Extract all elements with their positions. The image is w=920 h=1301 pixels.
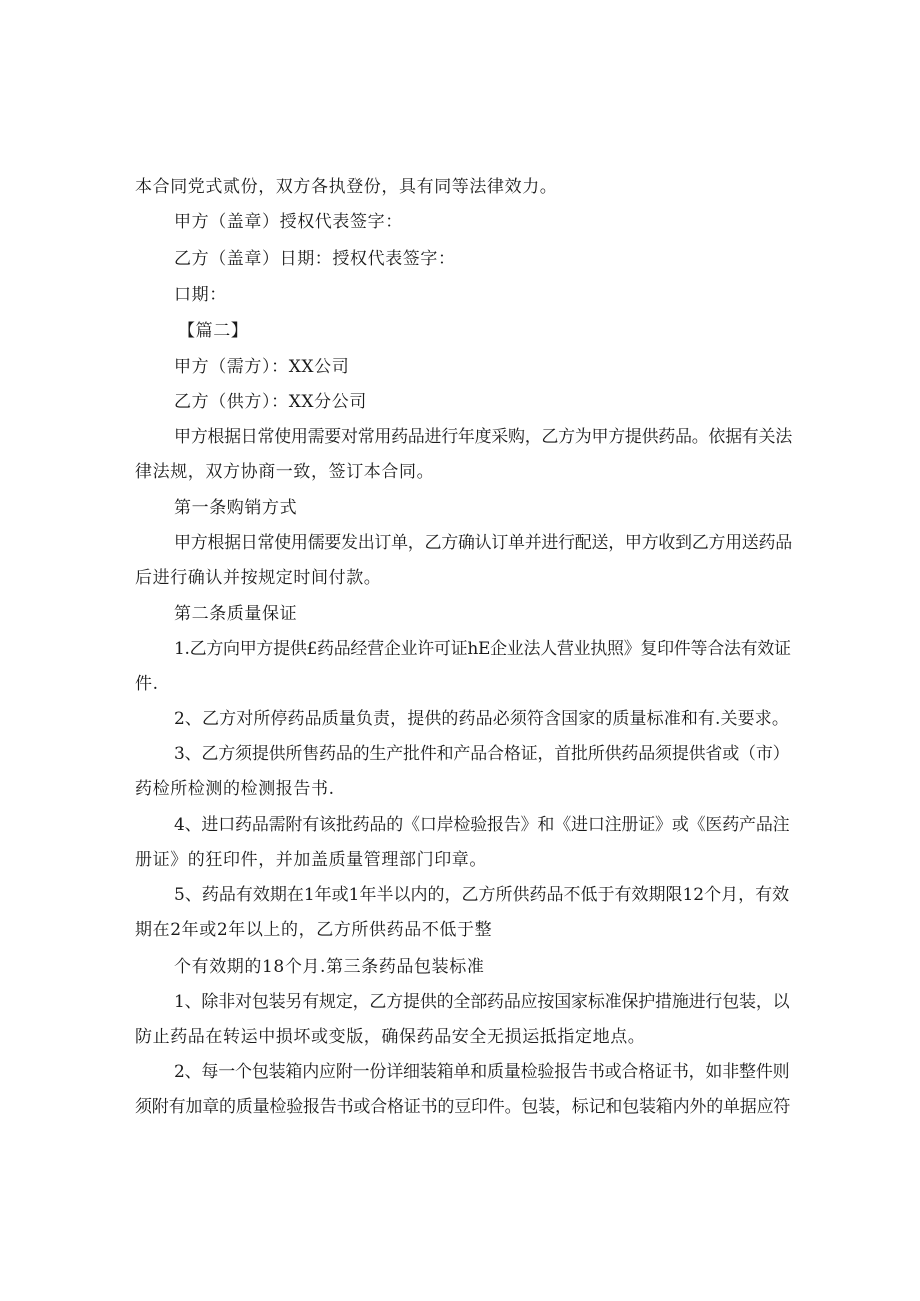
- text-line: 5、药品有效期在1年或1年半以内的，乙方所供药品不低于有效期限12个月，有效: [174, 885, 790, 905]
- text-line: 后进行确认并按规定时间付款。: [135, 568, 382, 588]
- article-heading: 第二条质量保证: [174, 604, 298, 624]
- text-line: 防止药品在转运中损坏或变版，确保药品安全无损运抵指定地点。: [135, 1027, 646, 1047]
- text-line: 4、进口药品需附有该批药品的《口岸检验报告》和《进口注册证》或《医药产品注: [174, 815, 790, 835]
- text-line: 药检所检测的检测报告书.: [135, 779, 335, 799]
- text-line: 期在2年或2年以上的，乙方所供药品不低于整: [135, 920, 493, 940]
- text-line: 2、每一个包装箱内应附一份详细装箱单和质量检验报告书或合格证书，如非整件则: [174, 1062, 790, 1082]
- text-line: 甲方根据日常使用需要对常用药品进行年度采购，乙方为甲方提供药品。依据有关法: [174, 427, 792, 447]
- text-line: 乙方（供方）：XX分公司: [174, 392, 367, 412]
- text-line: 甲方（盖章）授权代表签字：: [174, 212, 403, 232]
- text-line: 律法规，双方协商一致，签订本合同。: [135, 462, 435, 482]
- text-line: 3、乙方须提供所售药品的生产批件和产品合格证，首批所供药品须提供省或（市）: [174, 744, 790, 764]
- text-line: 1.乙方向甲方提供£药品经营企业许可证hE企业法人营业执照》复印件等合法有效证: [174, 639, 791, 659]
- text-line: 甲方（需方）：XX公司: [174, 357, 350, 377]
- text-line: 乙方（盖章）日期：授权代表签字：: [174, 249, 456, 269]
- text-line: 2、乙方对所停药品质量负责，提供的药品必须符含国家的质量标准和有.关要求。: [174, 709, 789, 729]
- text-line: 甲方根据日常使用儒要发出订单，乙方确认订单并进行配送，甲方收到乙方用送药品: [174, 533, 792, 553]
- section-heading: 【篇二】: [178, 321, 249, 341]
- text-line: 册证》的狂印件，并加盖质量管理部门印章。: [135, 850, 487, 870]
- text-line: 须附有加章的质量检验报告书或合格证书的豆印件。包装，标记和包装箱内外的单据应符: [135, 1097, 791, 1117]
- text-line: 1、除非对包装另有规定，乙方提供的全部药品应按国家标准保护措施进行包装，以: [174, 992, 790, 1012]
- text-line: 个有效期的18个月.第三条药品包装标准: [174, 957, 485, 977]
- text-line: 本合同党式贰份，双方各执登份，具有同等法律效力。: [135, 177, 558, 197]
- article-heading: 第一条购销方式: [174, 498, 298, 518]
- text-line: 件.: [135, 674, 159, 694]
- text-line: 口期：: [174, 285, 227, 305]
